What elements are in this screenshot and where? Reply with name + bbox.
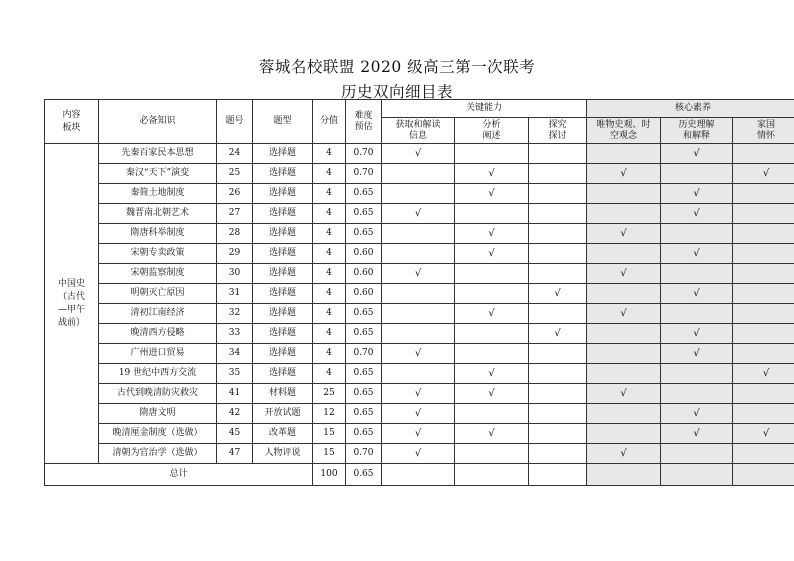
check-cell: √ — [661, 344, 733, 364]
difficulty-cell: 0.70 — [346, 164, 382, 184]
difficulty-cell: 0.65 — [346, 424, 382, 444]
difficulty-cell: 0.70 — [346, 144, 382, 164]
check-cell — [529, 444, 587, 464]
table-row — [45, 424, 794, 444]
type-cell: 选择题 — [253, 184, 313, 204]
check-cell: √ — [455, 424, 529, 444]
check-cell — [733, 204, 794, 224]
check-cell: √ — [661, 424, 733, 444]
check-cell — [529, 184, 587, 204]
check-cell: √ — [382, 404, 455, 424]
check-cell: √ — [455, 384, 529, 404]
knowledge-cell: 秦汉“天下”演变 — [99, 164, 217, 184]
header-literacy-col: 历史理解和解释 — [661, 118, 733, 144]
check-cell — [382, 244, 455, 264]
check-cell: √ — [733, 364, 794, 384]
score-cell: 15 — [313, 444, 346, 464]
check-cell: √ — [587, 384, 661, 404]
empty-cell — [382, 464, 455, 486]
knowledge-cell: 明朝灭亡原因 — [99, 284, 217, 304]
type-cell: 选择题 — [253, 304, 313, 324]
type-cell: 开放试题 — [253, 404, 313, 424]
header-difficulty: 难度预估 — [346, 100, 382, 144]
check-cell: √ — [455, 224, 529, 244]
check-cell — [529, 204, 587, 224]
check-cell — [529, 164, 587, 184]
difficulty-cell: 0.65 — [346, 304, 382, 324]
module-cell: 中国史（古代—甲午战前） — [45, 144, 99, 464]
check-cell — [382, 304, 455, 324]
knowledge-cell: 先秦百家民本思想 — [99, 144, 217, 164]
number-cell: 28 — [217, 224, 253, 244]
check-cell: √ — [382, 204, 455, 224]
knowledge-cell: 古代到晚清防灾救灾 — [99, 384, 217, 404]
total-label: 总计 — [45, 464, 313, 486]
header-ability-col: 分析阐述 — [455, 118, 529, 144]
knowledge-cell: 宋朝监察制度 — [99, 264, 217, 284]
score-cell: 25 — [313, 384, 346, 404]
check-cell: √ — [455, 244, 529, 264]
knowledge-cell: 隋唐科举制度 — [99, 224, 217, 244]
table-row — [45, 244, 794, 264]
check-cell: √ — [529, 324, 587, 344]
number-cell: 47 — [217, 444, 253, 464]
number-cell: 33 — [217, 324, 253, 344]
number-cell: 31 — [217, 284, 253, 304]
score-cell: 4 — [313, 244, 346, 264]
table-row — [45, 184, 794, 204]
type-cell: 材料题 — [253, 384, 313, 404]
check-cell — [529, 304, 587, 324]
type-cell: 选择题 — [253, 244, 313, 264]
check-cell — [733, 344, 794, 364]
check-cell — [587, 344, 661, 364]
check-cell: √ — [382, 384, 455, 404]
difficulty-cell: 0.65 — [346, 384, 382, 404]
check-cell — [455, 284, 529, 304]
check-cell: √ — [382, 144, 455, 164]
check-cell — [529, 224, 587, 244]
check-cell — [529, 364, 587, 384]
check-cell: √ — [455, 304, 529, 324]
number-cell: 45 — [217, 424, 253, 444]
check-cell — [733, 444, 794, 464]
header-type: 题型 — [253, 100, 313, 144]
type-cell: 选择题 — [253, 364, 313, 384]
difficulty-cell: 0.65 — [346, 324, 382, 344]
check-cell — [529, 404, 587, 424]
check-cell — [661, 264, 733, 284]
check-cell — [455, 404, 529, 424]
knowledge-cell: 晚清厘金制度（选做） — [99, 424, 217, 444]
check-cell — [382, 284, 455, 304]
header-ability-col: 探究探讨 — [529, 118, 587, 144]
total-score: 100 — [313, 464, 346, 486]
difficulty-cell: 0.65 — [346, 184, 382, 204]
check-cell — [455, 204, 529, 224]
header-literacy-col: 家国情怀 — [733, 118, 794, 144]
check-cell — [382, 184, 455, 204]
check-cell: √ — [382, 264, 455, 284]
check-cell — [733, 284, 794, 304]
score-cell: 4 — [313, 184, 346, 204]
check-cell — [661, 384, 733, 404]
check-cell — [733, 144, 794, 164]
header-ability-col: 获取和解读信息 — [382, 118, 455, 144]
check-cell — [382, 224, 455, 244]
knowledge-cell: 广州进口贸易 — [99, 344, 217, 364]
number-cell: 42 — [217, 404, 253, 424]
check-cell — [661, 224, 733, 244]
check-cell: √ — [661, 284, 733, 304]
check-cell: √ — [529, 284, 587, 304]
check-cell — [661, 304, 733, 324]
number-cell: 26 — [217, 184, 253, 204]
check-cell — [587, 364, 661, 384]
check-cell — [733, 384, 794, 404]
number-cell: 34 — [217, 344, 253, 364]
difficulty-cell: 0.65 — [346, 364, 382, 384]
check-cell — [587, 144, 661, 164]
knowledge-cell: 宋朝专卖政策 — [99, 244, 217, 264]
header-module: 内容板块 — [45, 100, 99, 144]
difficulty-cell: 0.65 — [346, 404, 382, 424]
check-cell — [733, 264, 794, 284]
score-cell: 4 — [313, 284, 346, 304]
header-literacy-col: 唯物史观、时空观念 — [587, 118, 661, 144]
check-cell: √ — [661, 244, 733, 264]
type-cell: 选择题 — [253, 144, 313, 164]
score-cell: 4 — [313, 224, 346, 244]
table-row — [45, 164, 794, 184]
score-cell: 12 — [313, 404, 346, 424]
empty-cell — [529, 464, 587, 486]
score-cell: 4 — [313, 344, 346, 364]
check-cell: √ — [382, 344, 455, 364]
check-cell: √ — [661, 404, 733, 424]
check-cell — [733, 224, 794, 244]
number-cell: 30 — [217, 264, 253, 284]
difficulty-cell: 0.60 — [346, 284, 382, 304]
empty-cell — [733, 464, 794, 486]
difficulty-cell: 0.70 — [346, 444, 382, 464]
check-cell — [529, 424, 587, 444]
score-cell: 4 — [313, 324, 346, 344]
check-cell: √ — [587, 304, 661, 324]
check-cell — [455, 144, 529, 164]
check-cell — [529, 264, 587, 284]
score-cell: 4 — [313, 164, 346, 184]
check-cell — [733, 304, 794, 324]
difficulty-cell: 0.70 — [346, 344, 382, 364]
number-cell: 32 — [217, 304, 253, 324]
header-score: 分值 — [313, 100, 346, 144]
check-cell: √ — [661, 324, 733, 344]
difficulty-cell: 0.65 — [346, 204, 382, 224]
table-row — [45, 384, 794, 404]
check-cell — [733, 244, 794, 264]
table-row — [45, 324, 794, 344]
check-cell: √ — [587, 264, 661, 284]
header-key-ability: 关键能力 — [382, 100, 587, 118]
number-cell: 35 — [217, 364, 253, 384]
check-cell: √ — [382, 424, 455, 444]
table-row — [45, 204, 794, 224]
table-row — [45, 444, 794, 464]
check-cell: √ — [587, 164, 661, 184]
check-cell — [455, 324, 529, 344]
type-cell: 选择题 — [253, 284, 313, 304]
check-cell — [455, 444, 529, 464]
check-cell: √ — [455, 184, 529, 204]
table-row — [45, 344, 794, 364]
total-difficulty: 0.65 — [346, 464, 382, 486]
check-cell: √ — [587, 444, 661, 464]
check-cell — [587, 284, 661, 304]
check-cell — [529, 384, 587, 404]
check-cell — [587, 424, 661, 444]
check-cell — [661, 444, 733, 464]
header-number: 题号 — [217, 100, 253, 144]
score-cell: 4 — [313, 364, 346, 384]
knowledge-cell: 19 世纪中西方交流 — [99, 364, 217, 384]
knowledge-cell: 魏晋南北朝艺术 — [99, 204, 217, 224]
type-cell: 选择题 — [253, 224, 313, 244]
check-cell — [382, 164, 455, 184]
check-cell: √ — [382, 444, 455, 464]
table-row — [45, 304, 794, 324]
check-cell — [455, 344, 529, 364]
table-row — [45, 264, 794, 284]
type-cell: 选择题 — [253, 204, 313, 224]
check-cell — [529, 144, 587, 164]
number-cell: 29 — [217, 244, 253, 264]
table-row — [45, 224, 794, 244]
score-cell: 4 — [313, 264, 346, 284]
page-subtitle: 历史双向细目表 — [340, 83, 453, 101]
check-cell: √ — [455, 364, 529, 384]
header-core-literacy: 核心素养 — [587, 100, 794, 118]
table-row — [45, 404, 794, 424]
empty-cell — [587, 464, 661, 486]
check-cell — [587, 244, 661, 264]
type-cell: 选择题 — [253, 264, 313, 284]
knowledge-cell: 清初江南经济 — [99, 304, 217, 324]
table-row — [45, 144, 794, 164]
type-cell: 选择题 — [253, 324, 313, 344]
number-cell: 25 — [217, 164, 253, 184]
check-cell — [733, 324, 794, 344]
table-row — [45, 364, 794, 384]
difficulty-cell: 0.60 — [346, 244, 382, 264]
score-cell: 15 — [313, 424, 346, 444]
check-cell: √ — [661, 204, 733, 224]
check-cell — [733, 184, 794, 204]
check-cell — [733, 404, 794, 424]
check-cell — [382, 364, 455, 384]
type-cell: 选择题 — [253, 344, 313, 364]
difficulty-cell: 0.65 — [346, 224, 382, 244]
type-cell: 改革题 — [253, 424, 313, 444]
number-cell: 41 — [217, 384, 253, 404]
empty-cell — [455, 464, 529, 486]
number-cell: 27 — [217, 204, 253, 224]
table-row — [45, 284, 794, 304]
number-cell: 24 — [217, 144, 253, 164]
check-cell — [455, 264, 529, 284]
check-cell: √ — [455, 164, 529, 184]
detail-table — [44, 99, 794, 486]
empty-cell — [661, 464, 733, 486]
knowledge-cell: 清朝为官治学（选做） — [99, 444, 217, 464]
check-cell — [529, 244, 587, 264]
check-cell — [529, 344, 587, 364]
difficulty-cell: 0.60 — [346, 264, 382, 284]
type-cell: 选择题 — [253, 164, 313, 184]
type-cell: 人物评说 — [253, 444, 313, 464]
check-cell: √ — [661, 144, 733, 164]
knowledge-cell: 秦简土地制度 — [99, 184, 217, 204]
total-row — [45, 464, 794, 486]
check-cell: √ — [661, 184, 733, 204]
check-cell — [661, 164, 733, 184]
check-cell: √ — [587, 224, 661, 244]
score-cell: 4 — [313, 204, 346, 224]
check-cell — [587, 204, 661, 224]
check-cell — [661, 364, 733, 384]
check-cell — [382, 324, 455, 344]
score-cell: 4 — [313, 144, 346, 164]
knowledge-cell: 晚清西方侵略 — [99, 324, 217, 344]
header-row-1 — [45, 100, 794, 118]
header-knowledge: 必备知识 — [99, 100, 217, 144]
check-cell — [587, 404, 661, 424]
page-title: 蓉城名校联盟 2020 级高三第一次联考 — [258, 58, 536, 76]
check-cell: √ — [733, 164, 794, 184]
knowledge-cell: 隋唐文明 — [99, 404, 217, 424]
check-cell — [587, 184, 661, 204]
check-cell — [587, 324, 661, 344]
check-cell: √ — [733, 424, 794, 444]
score-cell: 4 — [313, 304, 346, 324]
